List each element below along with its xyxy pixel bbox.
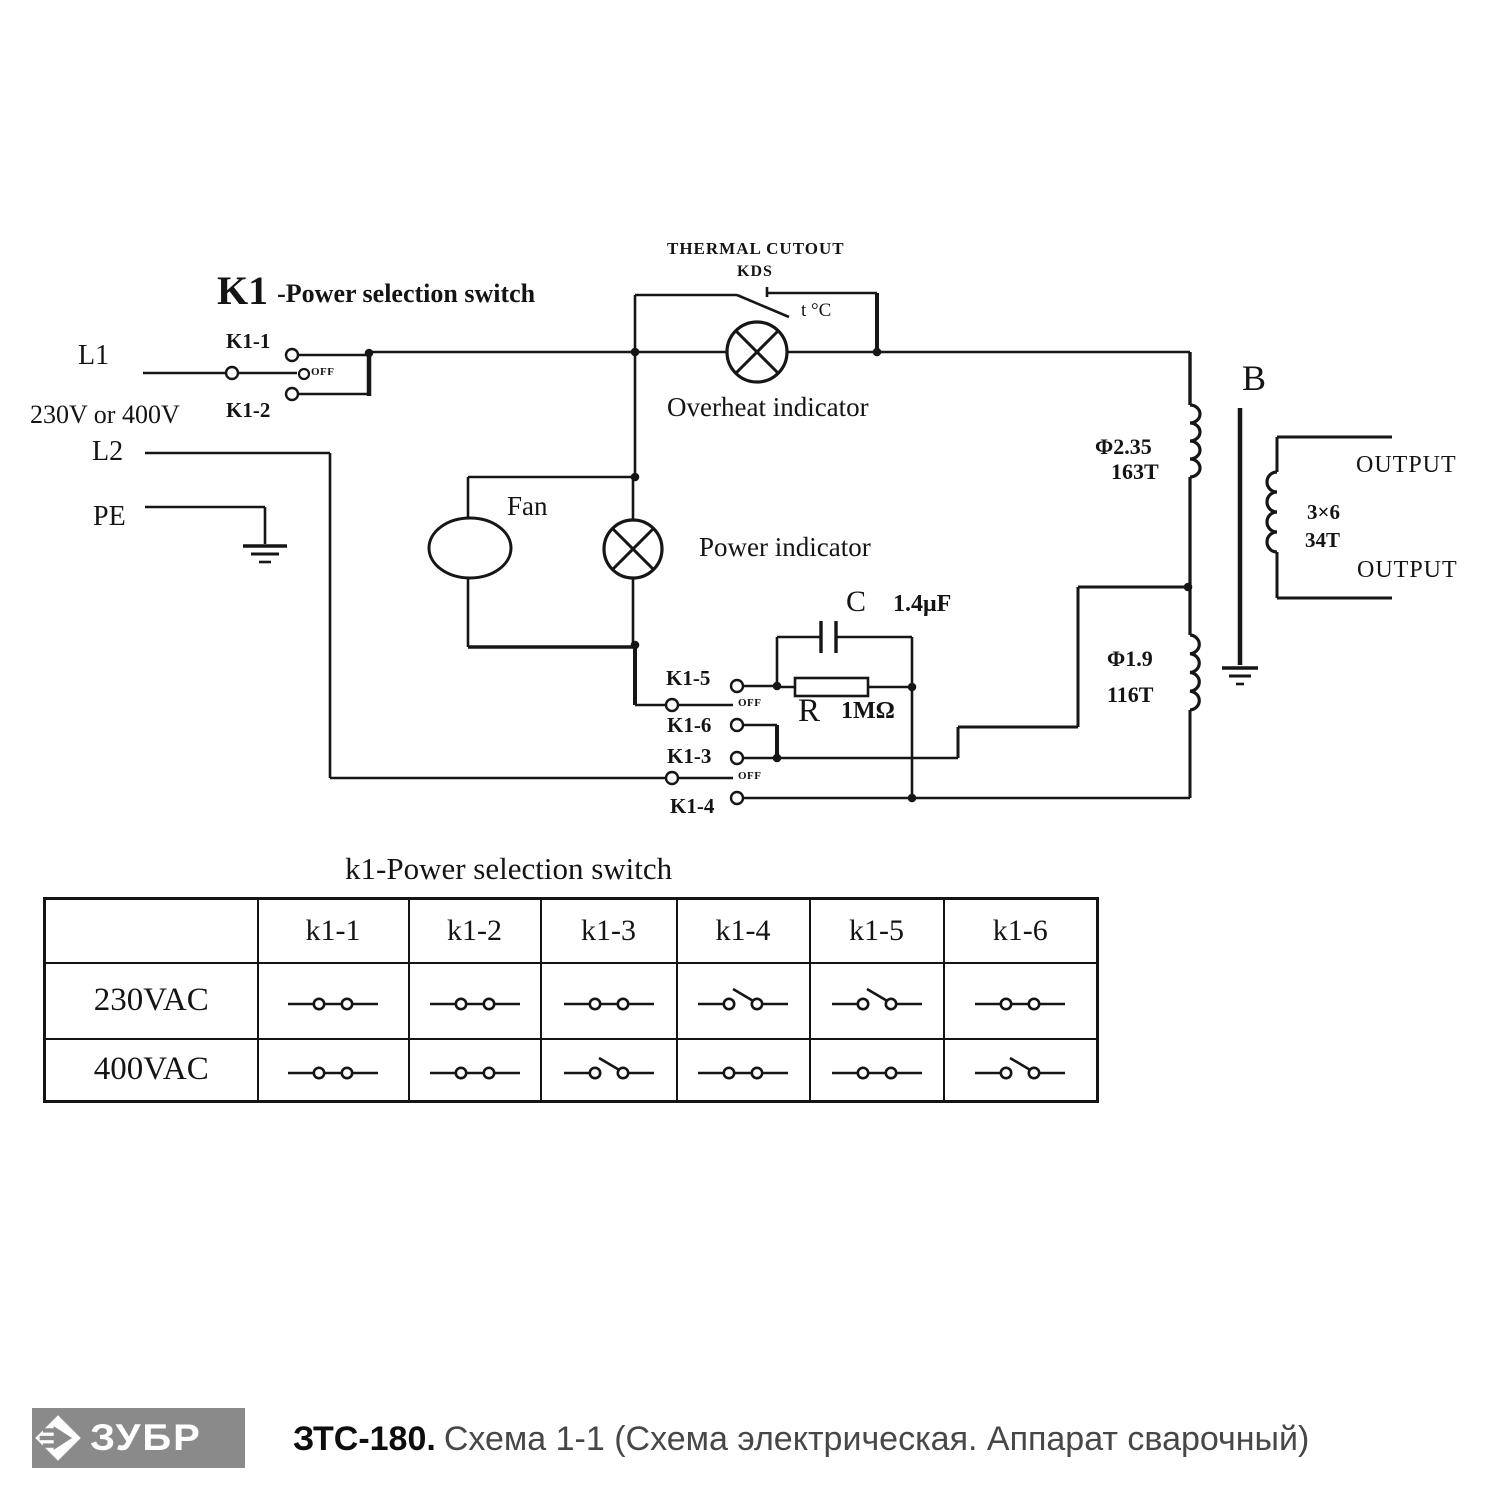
k1-switch-title xyxy=(217,268,536,313)
switch-closed-symbol xyxy=(829,1052,925,1088)
primary-coil-163t xyxy=(1190,405,1200,477)
state-400VAC-k1-2-closed xyxy=(409,1039,541,1102)
table-corner-cell xyxy=(45,899,258,963)
fan-label: Fan xyxy=(507,491,548,521)
voltage-label: 230V or 400V xyxy=(30,400,180,429)
row-label-230VAC: 230VAC xyxy=(45,963,258,1039)
transformer-b-label: B xyxy=(1242,358,1267,398)
zubr-arrow-icon xyxy=(32,1412,84,1464)
resistor-value: 1MΩ xyxy=(841,698,895,724)
state-230VAC-k1-3-closed xyxy=(541,963,677,1039)
input-wires xyxy=(143,373,666,778)
l1-label: L1 xyxy=(78,340,110,371)
switch-open-symbol xyxy=(695,983,791,1019)
k1-title-sub: -Power selection switch xyxy=(277,279,536,308)
switch-closed-symbol xyxy=(972,983,1068,1019)
k1-selector-switch xyxy=(226,349,369,400)
primary-lower-diameter: Φ1.9 xyxy=(1107,646,1153,671)
capacitor-value: 1.4μF xyxy=(893,591,952,617)
off-label-top: OFF xyxy=(311,366,335,378)
resistor-name: R xyxy=(798,693,821,729)
state-400VAC-k1-3-open xyxy=(541,1039,677,1102)
state-230VAC-k1-5-open xyxy=(810,963,944,1039)
output-top-label: OUTPUT xyxy=(1356,452,1457,478)
switch-open-symbol xyxy=(829,983,925,1019)
off-label-mid: OFF xyxy=(738,697,762,709)
state-230VAC-k1-1-closed xyxy=(258,963,409,1039)
state-230VAC-k1-4-open xyxy=(677,963,810,1039)
column-header-k1-1: k1-1 xyxy=(258,899,409,963)
overheat-indicator-label: Overheat indicator xyxy=(667,392,869,422)
switch-open-symbol xyxy=(972,1052,1068,1088)
column-header-k1-6: k1-6 xyxy=(944,899,1098,963)
state-230VAC-k1-2-closed xyxy=(409,963,541,1039)
primary-upper-turns: 163T xyxy=(1111,459,1159,484)
k1-2-label: K1-2 xyxy=(226,398,271,422)
power-lamp-icon xyxy=(604,520,662,578)
switch-closed-symbol xyxy=(427,1052,523,1088)
state-400VAC-k1-6-open xyxy=(944,1039,1098,1102)
off-label-bottom: OFF xyxy=(738,770,762,782)
k1-4-label: K1-4 xyxy=(670,794,715,818)
zubr-logo xyxy=(32,1408,245,1468)
primary-upper-diameter: Φ2.35 xyxy=(1095,434,1152,459)
core-ground-icon xyxy=(1222,668,1258,684)
overheat-lamp-icon xyxy=(727,322,787,382)
switch-open-symbol xyxy=(561,1052,657,1088)
footer-caption xyxy=(293,1420,1309,1459)
switch-closed-symbol xyxy=(285,1052,381,1088)
k1-3-label: K1-3 xyxy=(667,744,712,768)
capacitor-name: C xyxy=(846,585,867,618)
state-400VAC-k1-4-closed xyxy=(677,1039,810,1102)
model-number: ЗТС-180. xyxy=(293,1420,436,1458)
power-indicator-label: Power indicator xyxy=(699,532,871,562)
switch-closed-symbol xyxy=(695,1052,791,1088)
switch-closed-symbol xyxy=(427,983,523,1019)
column-header-k1-2: k1-2 xyxy=(409,899,541,963)
switch-closed-symbol xyxy=(561,983,657,1019)
state-400VAC-k1-1-closed xyxy=(258,1039,409,1102)
output-bottom-label: OUTPUT xyxy=(1357,557,1458,583)
temperature-label: t °C xyxy=(801,300,832,321)
primary-coil-116t xyxy=(1190,635,1199,710)
column-header-k1-4: k1-4 xyxy=(677,899,810,963)
secondary-turns: 34T xyxy=(1305,528,1341,552)
pe-label: PE xyxy=(93,501,126,532)
fan-motor-icon xyxy=(429,518,511,578)
column-header-k1-3: k1-3 xyxy=(541,899,677,963)
state-230VAC-k1-6-closed xyxy=(944,963,1098,1039)
k1-title-main: K1 xyxy=(217,268,269,313)
k1-1-label: K1-1 xyxy=(226,329,271,353)
primary-lower-turns: 116T xyxy=(1107,682,1154,707)
l2-label: L2 xyxy=(92,436,124,467)
kds-label: KDS xyxy=(737,263,773,280)
thermal-cutout-label: THERMAL CUTOUT xyxy=(667,239,845,258)
k1-5-label: K1-5 xyxy=(666,666,711,690)
pe-ground-icon xyxy=(243,546,287,562)
state-400VAC-k1-5-closed xyxy=(810,1039,944,1102)
k1-6-label: K1-6 xyxy=(667,713,712,737)
scheme-caption: Схема 1-1 (Схема электрическая. Аппарат сварочный) xyxy=(443,1420,1310,1458)
zubr-brand-text: ЗУБР xyxy=(90,1417,202,1458)
switch-table-title: k1-Power selection switch xyxy=(345,851,673,886)
switch-closed-symbol xyxy=(285,983,381,1019)
switch-table xyxy=(43,897,1099,1103)
secondary-wire-size: 3×6 xyxy=(1307,500,1340,524)
column-header-k1-5: k1-5 xyxy=(810,899,944,963)
row-label-400VAC: 400VAC xyxy=(45,1039,258,1102)
